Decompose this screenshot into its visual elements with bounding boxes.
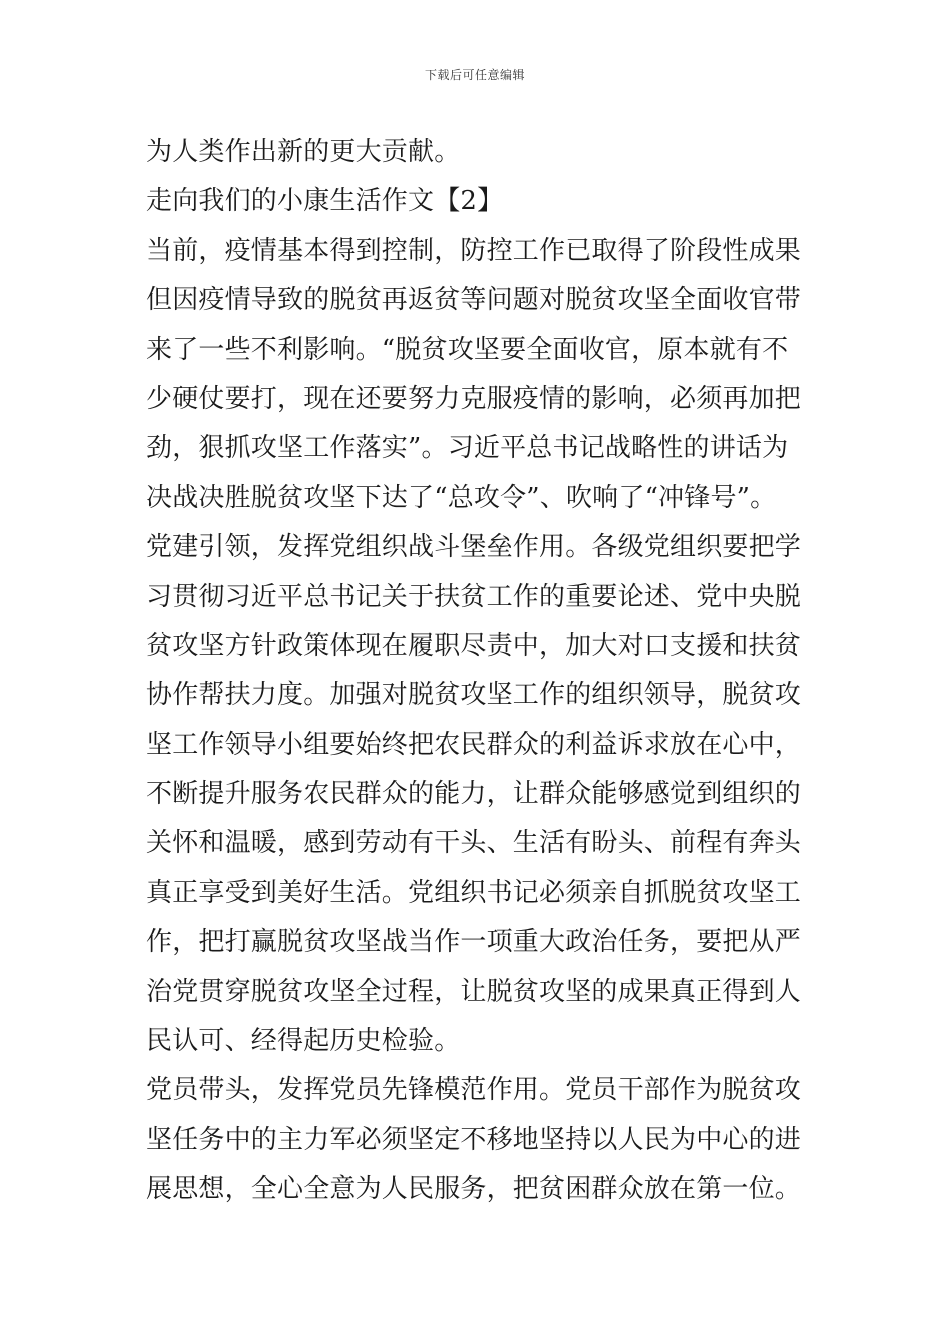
text-line: 党员带头，发挥党员先锋模范作用。党员干部作为脱贫攻 [146,1075,802,1106]
text-line: 展思想，全心全意为人民服务，把贫困群众放在第一位。 [146,1174,802,1205]
text-line: 不断提升服务农民群众的能力，让群众能够感觉到组织的 [146,779,802,810]
text-line: 坚工作领导小组要始终把农民群众的利益诉求放在心中， [146,729,802,760]
text-line: 作，把打赢脱贫攻坚战当作一项重大政治任务，要把从严 [146,927,802,958]
text-line: 贫攻坚方针政策体现在履职尽责中，加大对口支援和扶贫 [146,630,802,661]
text-line: 但因疫情导致的脱贫再返贫等问题对脱贫攻坚全面收官带 [146,285,802,316]
text-line: 决战决胜脱贫攻坚下达了“总攻令”、吹响了“冲锋号”。 [146,482,777,513]
text-line: 民认可、经得起历史检验。 [146,1026,461,1057]
text-line: 协作帮扶力度。加强对脱贫攻坚工作的组织领导，脱贫攻 [146,680,802,711]
text-line: 来了一些不利影响。“脱贫攻坚要全面收官，原本就有不 [146,334,789,365]
text-line: 坚任务中的主力军必须坚定不移地坚持以人民为中心的进 [146,1124,802,1155]
text-line: 关怀和温暖，感到劳动有干头、生活有盼头、前程有奔头 [146,828,802,859]
header-note: 下载后可任意编辑 [424,68,525,82]
text-line: 少硬仗要打，现在还要努力克服疫情的影响，必须再加把 [146,383,802,414]
section-heading: 走向我们的小康生活作文【2】 [146,186,504,217]
text-line: 为人类作出新的更大贡献。 [146,137,461,167]
text-line: 当前，疫情基本得到控制，防控工作已取得了阶段性成果 [146,235,802,266]
text-line: 党建引领，发挥党组织战斗堡垒作用。各级党组织要把学 [146,532,802,563]
text-line: 习贯彻习近平总书记关于扶贫工作的重要论述、党中央脱 [146,581,802,612]
text-line: 治党贯穿脱贫攻坚全过程，让脱贫攻坚的成果真正得到人 [146,976,802,1007]
document-body [146,128,810,1215]
text-line: 真正享受到美好生活。党组织书记必须亲自抓脱贫攻坚工 [146,877,802,908]
text-line: 劲，狠抓攻坚工作落实”。习近平总书记战略性的讲话为 [146,433,789,464]
